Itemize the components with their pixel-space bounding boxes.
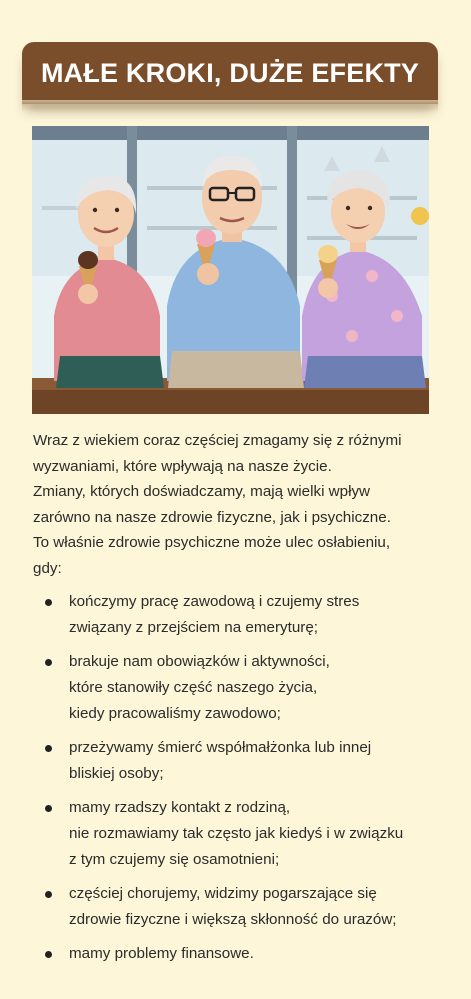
list-item-line: które stanowiły część naszego życia, <box>69 679 318 696</box>
intro-line: Wraz z wiekiem coraz częściej zmagamy się z różnymi <box>33 432 402 449</box>
list-item-line: związany z przejściem na emeryturę; <box>69 619 318 636</box>
title-shadow <box>22 100 438 112</box>
bullet-icon <box>45 805 52 812</box>
intro-line: wyzwaniami, które wpływają na nasze życie. <box>33 457 332 475</box>
list-item-line: bliskiej osoby; <box>69 765 164 782</box>
list-item-line: mamy problemy finansowe. <box>69 945 254 962</box>
list-item <box>33 941 443 967</box>
intro-line: zarówno na nasze zdrowie fizyczne, jak i psychiczne. <box>33 508 391 526</box>
illustration-seniors-eating-ice-cream <box>32 126 429 414</box>
list-item <box>33 649 443 727</box>
list-item-line: kończymy pracę zawodową i czujemy stres <box>69 593 360 610</box>
title-banner <box>22 42 438 104</box>
intro-paragraph <box>33 428 443 581</box>
list-item-line: nie rozmawiamy tak często jak kiedyś i w związku <box>69 825 404 842</box>
intro-line: To właśnie zdrowie psychiczne może ulec osłabieniu, <box>33 534 391 551</box>
list-item <box>33 589 443 641</box>
bullet-icon <box>45 745 52 752</box>
list-item-line: częściej chorujemy, widzimy pogarszające się <box>69 885 377 902</box>
intro-line: gdy: <box>33 559 62 577</box>
bullet-icon <box>45 659 52 666</box>
article-body <box>33 428 443 975</box>
list-item <box>33 881 443 933</box>
list-item-line: brakuje nam obowiązków i aktywności, <box>69 653 330 670</box>
intro-line: Zmiany, których doświadczamy, mają wielki wpływ <box>33 483 371 500</box>
bullet-icon <box>45 599 52 606</box>
list-item <box>33 735 443 787</box>
list-item-line: przeżywamy śmierć współmałżonka lub innej <box>69 739 372 756</box>
list-item-line: zdrowie fizyczne i większą skłonność do urazów; <box>69 911 397 928</box>
list-item-line: kiedy pracowaliśmy zawodowo; <box>69 705 281 722</box>
bullet-icon <box>45 951 52 958</box>
bullet-list <box>33 589 443 967</box>
list-item-line: mamy rzadszy kontakt z rodziną, <box>69 799 291 816</box>
list-item-line: z tym czujemy się osamotnieni; <box>69 851 280 868</box>
bullet-icon <box>45 891 52 898</box>
page-title: MAŁE KROKI, DUŻE EFEKTY <box>40 57 420 88</box>
list-item <box>33 795 443 873</box>
